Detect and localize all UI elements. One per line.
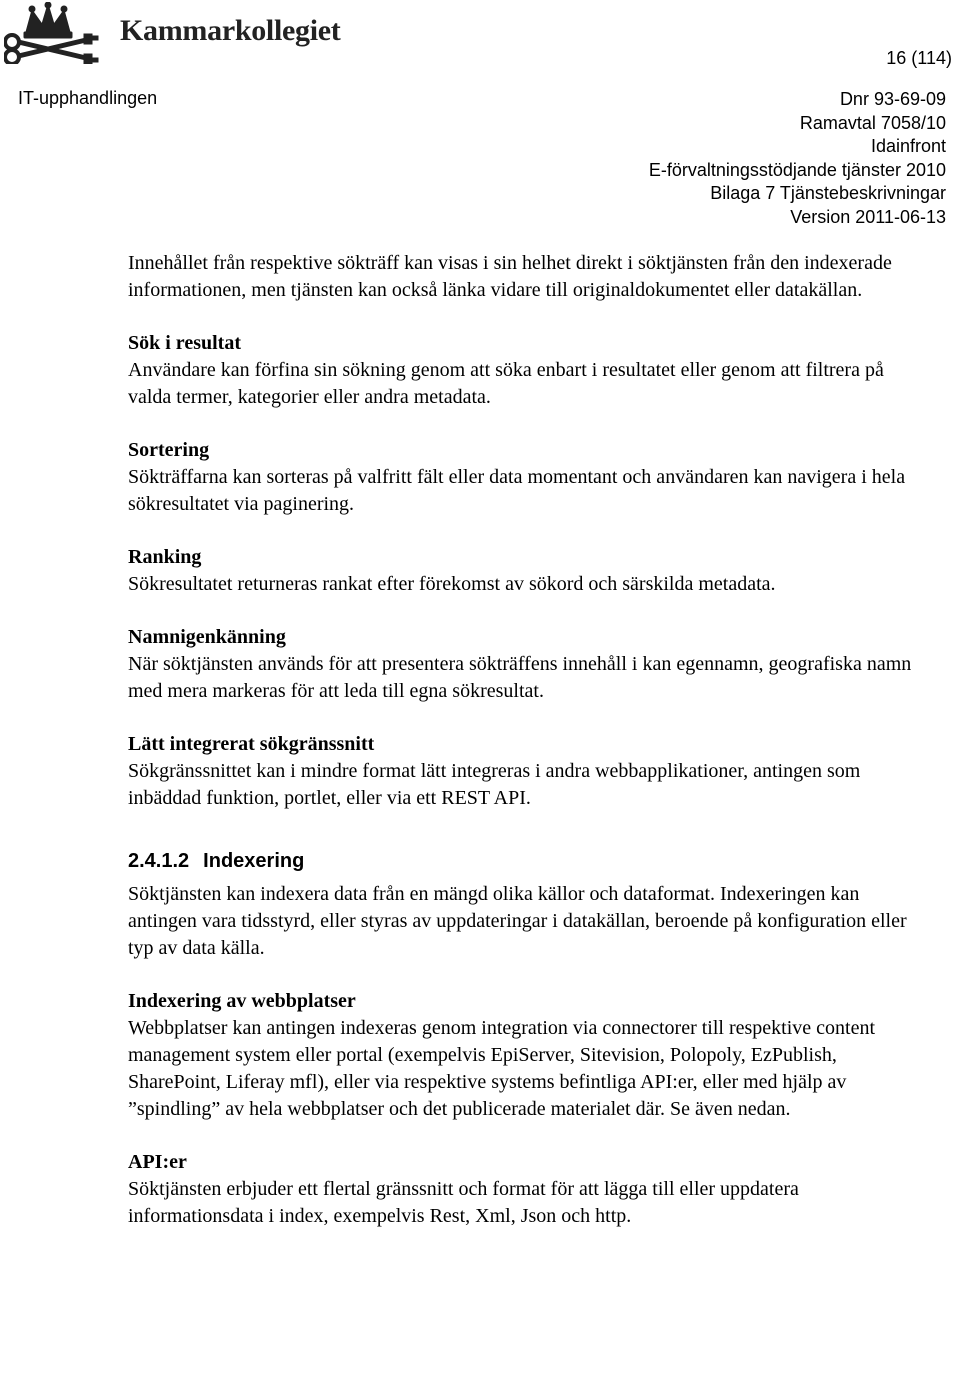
section bbox=[128, 988, 928, 1123]
section-heading: Sortering bbox=[128, 439, 210, 461]
section-heading: Namnigenkänning bbox=[128, 626, 286, 648]
header-line: Idainfront bbox=[870, 136, 946, 156]
section-heading: API:er bbox=[128, 1151, 187, 1173]
section-heading: Lätt integrerat sökgränssnitt bbox=[128, 733, 375, 755]
subsection-body: Söktjänsten kan indexera data från en mängd olika källor och dataformat. Indexeringen kan antingen vara tidsstyrd, eller styras av uppdateringar i datakällan, beroende på konfiguration eller typ av data källa. bbox=[128, 883, 907, 959]
section-body: Söktjänsten erbjuder ett flertal gränssnitt och format för att lägga till eller uppdatera informationsdata i index, exempelvis Rest, Xml, Json och http. bbox=[128, 1178, 799, 1227]
subsection-number: 2.4.1.2 bbox=[128, 850, 190, 872]
section-body: Sökresultatet returneras rankat efter förekomst av sökord och särskilda metadata. bbox=[128, 573, 776, 595]
header-document-info bbox=[649, 88, 946, 229]
intro-paragraph: Innehållet från respektive sökträff kan visas i sin helhet direkt i söktjänsten från den indexerade informationen, men tjänsten kan också länka vidare till originaldokumentet eller datakällan. bbox=[128, 252, 892, 301]
subsection-title: Indexering bbox=[203, 850, 305, 872]
header-line: Bilaga 7 Tjänstebeskrivningar bbox=[710, 183, 946, 203]
crown-keys-icon bbox=[4, 2, 116, 64]
header-line: E-förvaltningsstödjande tjänster 2010 bbox=[648, 159, 946, 180]
subsection-heading bbox=[128, 848, 928, 875]
section-body: Sökträffarna kan sorteras på valfritt fält eller data momentant och användaren kan navigera i hela sökresultatet via paginering. bbox=[128, 466, 906, 515]
header-line: Dnr 93-69-09 bbox=[839, 89, 946, 109]
brand-name: Kammarkollegiet bbox=[120, 14, 341, 47]
section bbox=[128, 624, 928, 705]
page-number: 16 (114) bbox=[886, 48, 952, 68]
section bbox=[128, 330, 928, 411]
section-heading: Sök i resultat bbox=[128, 332, 241, 354]
header-line: Ramavtal 7058/10 bbox=[799, 112, 946, 133]
section bbox=[128, 731, 928, 812]
section-body: När söktjänsten används för att presentera sökträffens innehåll i kan egennamn, geografiska namn med mera markeras för att leda till egna sökresultat. bbox=[128, 653, 912, 702]
section-heading: Indexering av webbplatser bbox=[128, 990, 356, 1012]
section-heading: Ranking bbox=[128, 546, 202, 568]
section bbox=[128, 544, 928, 598]
section-body: Användare kan förfina sin sökning genom att söka enbart i resultatet eller genom att filtrera på valda termer, kategorier eller andra metadata. bbox=[128, 359, 884, 408]
section-body: Webbplatser kan antingen indexeras genom integration via connectorer till respektive content management system eller portal (exempelvis EpiServer, Sitevision, Polopoly, EzPublish, SharePoint, Liferay mfl), eller via respektive systems befintliga API:er, eller med hjälp av ”spindling” av hela webbplatser och det publicerade materialet där. Se även nedan. bbox=[128, 1017, 876, 1120]
document-body bbox=[128, 250, 928, 1230]
section bbox=[128, 437, 928, 518]
kammarkollegiet-logo bbox=[4, 2, 116, 64]
section-body: Sökgränssnittet kan i mindre format lätt integreras i andra webbapplikationer, antingen som inbäddad funktion, portlet, eller via ett REST API. bbox=[128, 760, 861, 809]
header-left: IT-upphandlingen bbox=[18, 88, 158, 108]
header-line: Version 2011-06-13 bbox=[790, 206, 946, 227]
section bbox=[128, 1149, 928, 1230]
subsection bbox=[128, 848, 928, 962]
